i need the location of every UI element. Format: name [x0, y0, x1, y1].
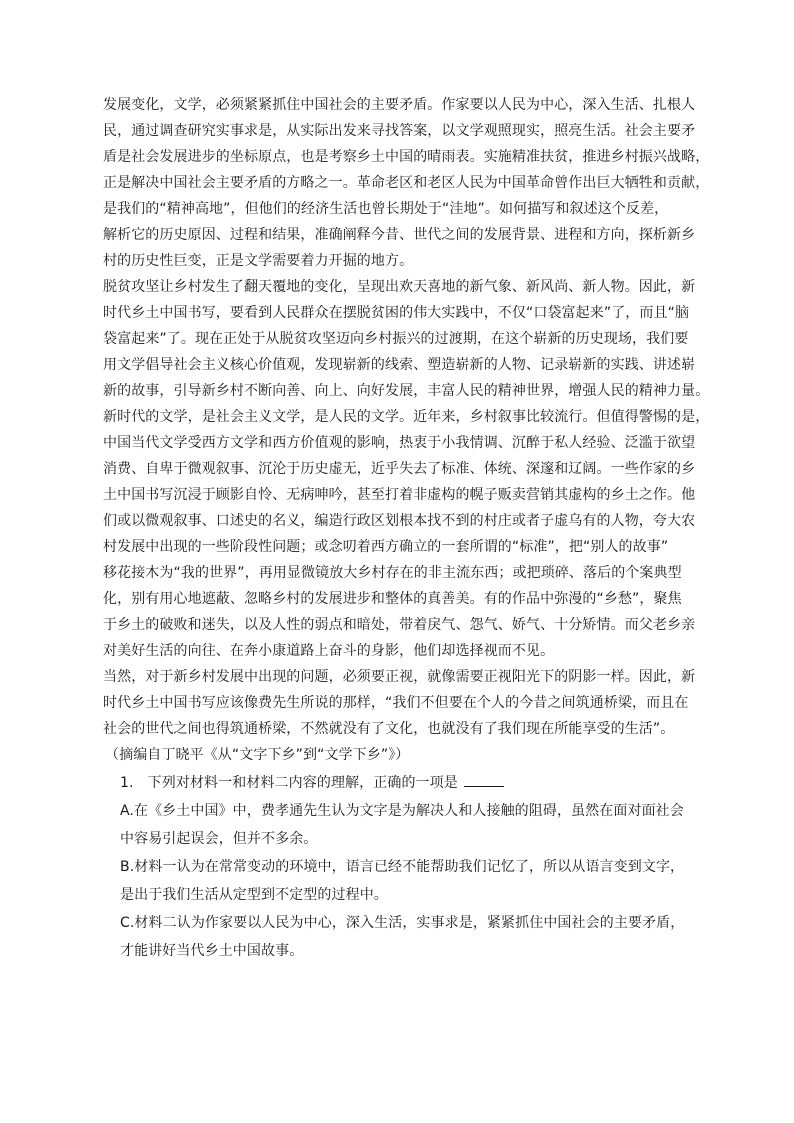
- question-stem-text: 1. 下列对材料一和材料二内容的理解，正确的一项是: [120, 775, 458, 791]
- option-b-continued: 是出于我们生活从定型到不定型的过程中。: [120, 887, 388, 903]
- passage-line: 袋富起来”了。现在正处于从脱贫攻坚迈向乡村振兴的过渡期，在这个崭新的历史现场，我们要: [103, 331, 689, 347]
- passage-line: 脱贫攻坚让乡村发生了翻天覆地的变化，呈现出欢天喜地的新气象、新风尚、新人物。因此，新: [103, 279, 696, 295]
- option-c-continued: 才能讲好当代乡土中国故事。: [120, 943, 304, 959]
- passage-line: 解析它的历史原因、过程和结果，准确阐释今昔、世代之间的发展背景、进程和方向，探析新乡: [103, 227, 696, 243]
- passage-line: 化，别有用心地遮蔽、忽略乡村的发展进步和整体的真善美。有的作品中弥漫的“乡愁”，聚焦: [103, 591, 682, 607]
- passage-line: 中国当代文学受西方文学和西方价值观的影响，热衷于小我情调、沉醉于私人经验、泛滥于欲望: [103, 435, 696, 451]
- passage-line: 村的历史性巨变，正是文学需要着力开掘的地方。: [103, 253, 414, 269]
- question-stem: [120, 774, 504, 792]
- passage-line: 民，通过调查研究实事求是，从实际出发来寻找答案，以文学观照现实，照亮生活。社会主要矛: [103, 123, 696, 139]
- option-a[interactable]: A.在《乡土中国》中，费孝通先生认为文字是为解决人和人接触的阻碍，虽然在面对面社会: [120, 803, 684, 819]
- passage-line: 社会的世代之间也得筑通桥梁，不然就没有了文化，也就没有了我们现在所能享受的生活”。: [103, 721, 675, 737]
- passage-line: 新时代的文学，是社会主义文学，是人民的文学。近年来，乡村叙事比较流行。但值得警惕的是，: [103, 409, 710, 425]
- passage-line: 们或以微观叙事、口述史的名义，编造行政区划根本找不到的村庄或者子虚乌有的人物，夸大农: [103, 513, 696, 529]
- passage-line: 移花接木为“我的世界”，再用显微镜放大乡村存在的非主流东西；或把琐碎、落后的个案典型: [103, 565, 682, 581]
- passage-line: 时代乡土中国书写，要看到人民群众在摆脱贫困的伟大实践中，不仅“口袋富起来”了，而且“脑: [103, 305, 690, 321]
- passage-line: 新的故事，引导新乡村不断向善、向上、向好发展，丰富人民的精神世界，增强人民的精神力量。: [103, 383, 710, 399]
- passage-line: 发展变化，文学，必须紧紧抓住中国社会的主要矛盾。作家要以人民为中心，深入生活、扎根人: [103, 97, 696, 113]
- passage-line: 是我们的“精神高地”，但他们的经济生活也曾长期处于“洼地”。如何描写和叙述这个反差，: [103, 201, 669, 217]
- passage-line: 土中国书写沉浸于顾影自怜、无病呻吟，甚至打着非虚构的幌子贩卖营销其虚构的乡土之作。他: [103, 487, 696, 503]
- passage-line: 村发展中出现的一些阶段性问题；或念叨着西方确立的一套所谓的“标准”，把“别人的故事”: [103, 539, 669, 555]
- passage-line: 对美好生活的向往、在奔小康道路上奋斗的身影，他们却选择视而不见。: [103, 643, 555, 659]
- passage-line: 用文学倡导社会主义核心价值观，发现崭新的线索、塑造崭新的人物、记录崭新的实践、讲述崭: [103, 357, 696, 373]
- option-b[interactable]: B.材料一认为在常常变动的环境中，语言已经不能帮助我们记忆了，所以从语言变到文字，: [120, 859, 685, 875]
- passage-line: 于乡土的破败和迷失，以及人性的弱点和暗处，带着戾气、怨气、娇气、十分矫情。而父老乡亲: [103, 617, 696, 633]
- source-citation: （摘编自丁晓平《从“文字下乡”到“文学下乡”》）: [105, 747, 410, 763]
- option-c[interactable]: C.材料二认为作家要以人民为中心，深入生活，实事求是，紧紧抓住中国社会的主要矛盾，: [120, 915, 685, 931]
- passage-line: 正是解决中国社会主要矛盾的方略之一。革命老区和老区人民为中国革命曾作出巨大牺牲和贡献，: [103, 175, 710, 191]
- passage-line: 当然，对于新乡村发展中出现的问题，必须要正视，就像需要正视阳光下的阴影一样。因此，新: [103, 669, 696, 685]
- passage-line: 盾是社会发展进步的坐标原点，也是考察乡土中国的晴雨表。实施精准扶贫，推进乡村振兴战略，: [103, 149, 710, 165]
- answer-blank[interactable]: [464, 774, 504, 787]
- passage-line: 时代乡土中国书写应该像费先生所说的那样，“我们不但要在个人的今昔之间筑通桥梁，而且在: [103, 695, 689, 711]
- passage-line: 消费、自卑于微观叙事、沉沦于历史虚无，近乎失去了标准、体统、深邃和辽阔。一些作家的乡: [103, 461, 696, 477]
- option-a-continued: 中容易引起误会，但并不多余。: [120, 831, 318, 847]
